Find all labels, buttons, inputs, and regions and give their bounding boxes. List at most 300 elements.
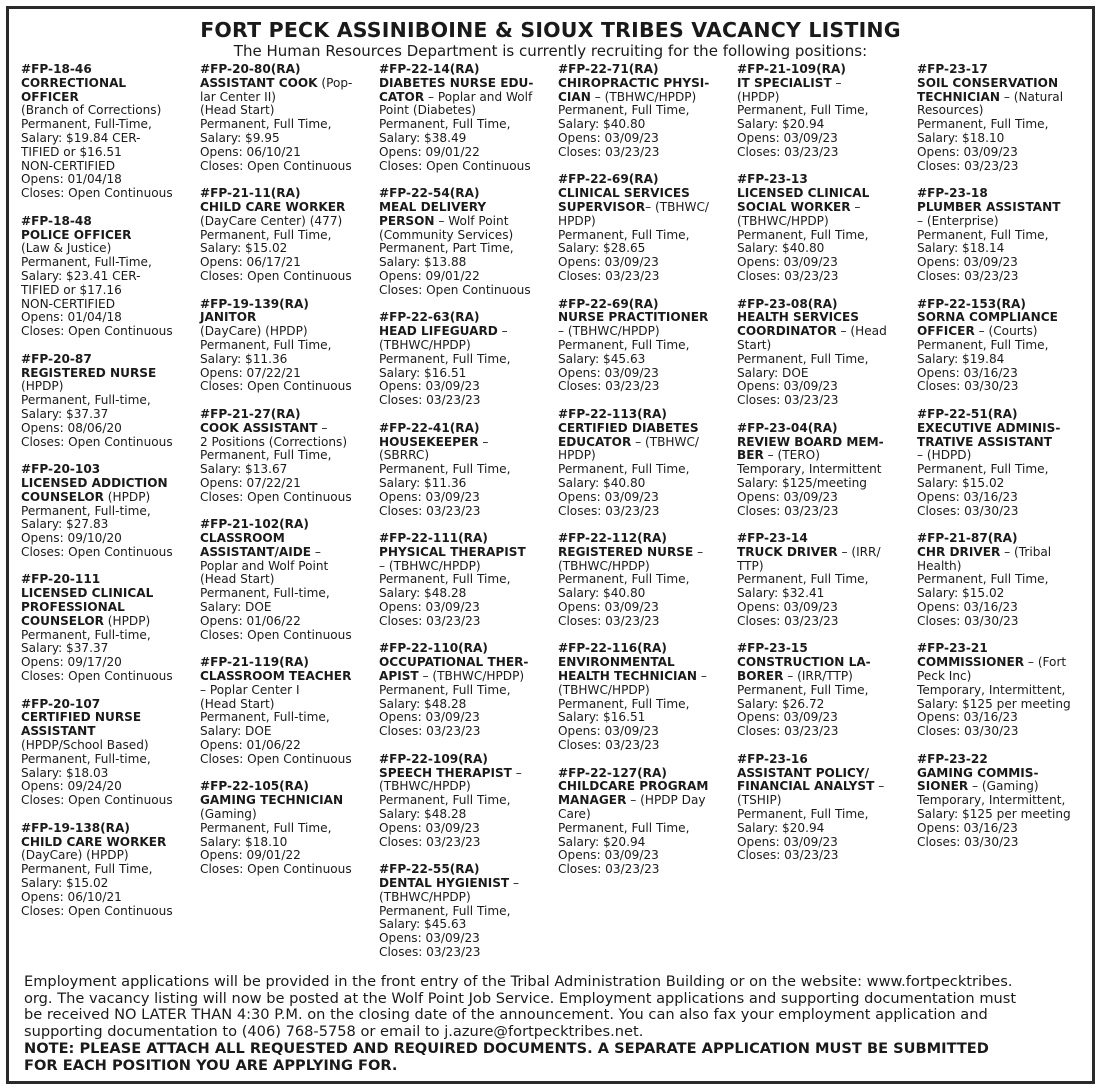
vacancy-line xyxy=(917,601,1097,615)
position-detail: Permanent, Full-time, xyxy=(21,627,151,642)
position-detail: lar Center II) xyxy=(200,89,276,104)
vacancy-line xyxy=(200,367,380,381)
position-detail: Salary: $11.36 xyxy=(200,351,288,366)
vacancy-line xyxy=(21,615,201,629)
vacancy-listing xyxy=(21,573,201,683)
vacancy-line xyxy=(737,767,917,781)
position-detail: Salary: $20.94 xyxy=(737,820,825,835)
position-detail: Permanent, Full Time, xyxy=(737,351,869,366)
vacancy-line xyxy=(737,146,917,160)
vacancy-line xyxy=(379,794,559,808)
vacancy-line xyxy=(200,573,380,587)
position-detail: Closes: 03/23/23 xyxy=(737,144,839,159)
vacancy-line xyxy=(558,822,738,836)
position-title: PLUMBER ASSISTANT xyxy=(917,199,1061,214)
vacancy-line xyxy=(379,615,559,629)
vacancy-listing xyxy=(21,215,201,339)
vacancy-line xyxy=(737,339,917,353)
position-title: CLASSROOM xyxy=(200,531,285,546)
vacancy-line xyxy=(558,698,738,712)
position-detail: 2 Positions (Corrections) xyxy=(200,434,348,449)
position-detail: NON-CERTIFIED xyxy=(21,296,116,311)
vacancy-line xyxy=(379,380,559,394)
position-title: CHR DRIVER xyxy=(917,544,1001,559)
position-detail: Salary: $15.02 xyxy=(200,241,288,256)
vacancy-line xyxy=(379,91,559,105)
position-detail: Closes: 03/23/23 xyxy=(379,613,481,628)
vacancy-line xyxy=(737,118,917,132)
vacancy-code: #FP-22-110(RA) xyxy=(379,641,488,656)
position-detail: Closes: Open Continuous xyxy=(21,793,173,808)
position-detail: Opens: 09/17/20 xyxy=(21,655,122,670)
vacancy-line xyxy=(21,311,201,325)
position-title: CLINICAL SERVICES xyxy=(558,186,690,201)
position-detail: Salary: $38.49 xyxy=(379,130,467,145)
position-title: CORRECTIONAL xyxy=(21,75,127,90)
position-title: MANAGER xyxy=(558,793,627,808)
vacancy-column-2 xyxy=(200,63,380,891)
vacancy-line xyxy=(200,270,380,284)
vacancy-line xyxy=(200,684,380,698)
vacancy-line xyxy=(379,656,559,670)
vacancy-line xyxy=(917,118,1097,132)
position-detail: – (Enterprise) xyxy=(917,213,999,228)
vacancy-listing xyxy=(379,311,559,408)
vacancy-line xyxy=(558,505,738,519)
position-detail: Permanent, Full Time, xyxy=(737,227,869,242)
position-title: OCCUPATIONAL THER- xyxy=(379,655,529,670)
vacancy-line xyxy=(21,505,201,519)
position-title: NURSE PRACTITIONER xyxy=(558,310,709,325)
vacancy-line xyxy=(737,794,917,808)
vacancy-line xyxy=(917,201,1097,215)
vacancy-line xyxy=(558,311,738,325)
position-detail: Opens: 03/09/23 xyxy=(737,130,838,145)
vacancy-line xyxy=(200,229,380,243)
note-line: FOR EACH POSITION YOU ARE APPLYING FOR. xyxy=(24,1057,398,1074)
position-detail: Salary: $15.02 xyxy=(21,876,109,891)
position-title: TRATIVE ASSISTANT xyxy=(917,434,1053,449)
position-title: GAMING TECHNICIAN xyxy=(200,793,344,808)
position-detail: – xyxy=(693,544,704,559)
position-detail: Permanent, Full-time, xyxy=(21,393,151,408)
vacancy-line xyxy=(917,160,1097,174)
vacancy-line xyxy=(737,311,917,325)
vacancy-line xyxy=(558,849,738,863)
position-detail: Closes: 03/23/23 xyxy=(379,945,481,959)
position-detail: – (TBHWC/HPDP) xyxy=(379,558,481,573)
vacancy-line xyxy=(558,91,738,105)
position-detail: Opens: 07/22/21 xyxy=(200,475,301,490)
position-detail: Opens: 03/09/23 xyxy=(379,820,480,835)
position-detail: Closes: Open Continuous xyxy=(200,862,352,877)
vacancy-line xyxy=(200,160,380,174)
vacancy-line xyxy=(558,187,738,201)
vacancy-line xyxy=(917,242,1097,256)
vacancy-line xyxy=(379,822,559,836)
position-detail: – xyxy=(317,420,328,435)
position-title: IT SPECIALIST xyxy=(737,75,832,90)
position-detail: – Poplar Center I xyxy=(200,682,300,697)
vacancy-code: #FP-22-113(RA) xyxy=(558,406,667,421)
position-detail: HPDP) xyxy=(558,448,596,463)
vacancy-columns xyxy=(21,63,1091,968)
position-detail: Closes: 03/23/23 xyxy=(558,144,660,159)
position-detail: Opens: 03/09/23 xyxy=(379,710,480,725)
position-detail: Closes: Open Continuous xyxy=(21,434,173,449)
vacancy-code: #FP-22-55(RA) xyxy=(379,862,480,877)
position-title: HEAD LIFEGUARD xyxy=(379,324,498,339)
vacancy-code: #FP-22-127(RA) xyxy=(558,765,667,780)
vacancy-listing xyxy=(737,642,917,739)
vacancy-line xyxy=(737,698,917,712)
vacancy-line xyxy=(558,725,738,739)
vacancy-line xyxy=(379,77,559,91)
vacancy-line xyxy=(379,325,559,339)
vacancy-line xyxy=(379,711,559,725)
position-detail: Opens: 01/06/22 xyxy=(200,613,301,628)
position-detail: Opens: 01/06/22 xyxy=(200,738,301,753)
position-title: BORER xyxy=(737,669,784,684)
vacancy-line xyxy=(200,339,380,353)
vacancy-line xyxy=(200,836,380,850)
vacancy-code: #FP-20-80(RA) xyxy=(200,62,301,76)
position-title: EXECUTIVE ADMINIS- xyxy=(917,420,1061,435)
vacancy-line xyxy=(200,670,380,684)
position-detail: Salary: $15.02 xyxy=(917,475,1005,490)
vacancy-line xyxy=(379,477,559,491)
position-detail: Permanent, Full Time, xyxy=(558,337,690,352)
vacancy-line xyxy=(917,77,1097,91)
vacancy-line xyxy=(379,242,559,256)
vacancy-line xyxy=(917,725,1097,739)
position-detail: Permanent, Full Time, xyxy=(917,117,1049,132)
position-detail: Opens: 09/01/22 xyxy=(200,848,301,863)
vacancy-line xyxy=(21,146,201,160)
vacancy-line xyxy=(200,422,380,436)
position-detail: (TBHWC/HPDP) xyxy=(379,889,471,904)
vacancy-listing xyxy=(21,822,201,919)
position-detail: (TBHWC/HPDP) xyxy=(558,558,650,573)
position-detail: Opens: 03/09/23 xyxy=(917,144,1018,159)
vacancy-code: #FP-23-13 xyxy=(737,172,808,187)
position-detail: Opens: 03/09/23 xyxy=(558,255,659,270)
vacancy-code: #FP-22-51(RA) xyxy=(917,406,1018,421)
vacancy-line xyxy=(917,808,1097,822)
position-detail: (TBHWC/HPDP) xyxy=(379,337,471,352)
vacancy-line xyxy=(917,215,1097,229)
position-detail: Closes: 03/23/23 xyxy=(737,613,839,628)
vacancy-line xyxy=(21,780,201,794)
vacancy-listing xyxy=(917,753,1097,850)
vacancy-code: #FP-19-139(RA) xyxy=(200,296,309,311)
position-detail: Salary: $48.28 xyxy=(379,807,467,822)
vacancy-line xyxy=(558,808,738,822)
position-detail: Opens: 01/04/18 xyxy=(21,172,122,187)
position-title: MEAL DELIVERY xyxy=(379,199,487,214)
position-detail: Closes: 03/23/23 xyxy=(379,393,481,408)
position-title: CHILD CARE WORKER xyxy=(21,834,167,849)
position-detail: Salary: $48.28 xyxy=(379,586,467,601)
position-detail: Resources) xyxy=(917,103,984,118)
position-detail: Salary: $18.03 xyxy=(21,765,109,780)
position-detail: (TSHIP) xyxy=(737,793,782,808)
vacancy-line xyxy=(200,491,380,505)
position-detail: Salary: $32.41 xyxy=(737,586,825,601)
position-detail: Salary: $18.10 xyxy=(200,834,288,849)
vacancy-line xyxy=(917,367,1097,381)
vacancy-line xyxy=(21,173,201,187)
vacancy-listing xyxy=(917,532,1097,629)
position-detail: Closes: 03/23/23 xyxy=(379,834,481,849)
vacancy-listing xyxy=(917,642,1097,739)
position-title: HEALTH TECHNICIAN xyxy=(558,669,698,684)
vacancy-line xyxy=(558,339,738,353)
vacancy-line xyxy=(379,808,559,822)
vacancy-listing xyxy=(200,780,380,877)
vacancy-code: #FP-22-105(RA) xyxy=(200,779,309,794)
vacancy-line xyxy=(379,339,559,353)
vacancy-code: #FP-22-41(RA) xyxy=(379,420,480,435)
position-detail: Salary: $37.37 xyxy=(21,406,109,421)
position-detail: Salary: $20.94 xyxy=(558,834,646,849)
position-detail: Salary: $23.41 CER- xyxy=(21,268,141,283)
position-detail: – xyxy=(850,199,861,214)
vacancy-listing xyxy=(379,422,559,519)
position-detail: Permanent, Full Time, xyxy=(379,682,511,697)
vacancy-code: #FP-20-103 xyxy=(21,462,101,477)
vacancy-line xyxy=(737,104,917,118)
vacancy-line xyxy=(379,284,559,298)
vacancy-listing xyxy=(21,463,201,560)
vacancy-listing xyxy=(379,532,559,629)
position-detail: Closes: Open Continuous xyxy=(21,324,173,339)
vacancy-line xyxy=(21,629,201,643)
position-detail: Salary: $125 per meeting xyxy=(917,696,1071,711)
position-detail: Permanent, Full-time, xyxy=(200,586,330,601)
position-detail: Salary: $125/meeting xyxy=(737,475,867,490)
position-detail: Closes: Open Continuous xyxy=(200,751,352,766)
vacancy-code: #FP-23-08(RA) xyxy=(737,296,838,311)
vacancy-listing xyxy=(200,518,380,642)
position-detail: Permanent, Full-time, xyxy=(21,751,151,766)
vacancy-code: #FP-21-11(RA) xyxy=(200,186,301,201)
vacancy-line xyxy=(200,560,380,574)
vacancy-listing xyxy=(21,63,201,201)
vacancy-line xyxy=(379,946,559,960)
vacancy-line xyxy=(379,684,559,698)
position-detail: Closes: Open Continuous xyxy=(21,186,173,201)
vacancy-line xyxy=(917,491,1097,505)
vacancy-line xyxy=(200,91,380,105)
position-detail: – xyxy=(311,544,321,559)
vacancy-line xyxy=(737,505,917,519)
vacancy-line xyxy=(917,573,1097,587)
vacancy-listing xyxy=(200,656,380,766)
position-detail: Closes: 03/23/23 xyxy=(737,724,839,739)
position-title: OFFICER xyxy=(21,89,79,104)
vacancy-line xyxy=(21,753,201,767)
position-detail: Salary: $16.51 xyxy=(558,710,646,725)
vacancy-code: #FP-23-21 xyxy=(917,641,988,656)
position-detail: – (IRR/TTP) xyxy=(783,669,853,684)
vacancy-line xyxy=(737,463,917,477)
position-title: REGISTERED NURSE xyxy=(21,365,157,380)
position-detail: Permanent, Full-time, xyxy=(21,503,151,518)
position-detail: Opens: 09/24/20 xyxy=(21,779,122,794)
vacancy-line xyxy=(379,353,559,367)
vacancy-line xyxy=(379,436,559,450)
vacancy-line xyxy=(558,325,738,339)
vacancy-line xyxy=(917,587,1097,601)
position-detail: Health) xyxy=(917,558,962,573)
position-detail: Closes: 03/23/23 xyxy=(558,613,660,628)
vacancy-line xyxy=(379,215,559,229)
vacancy-code: #FP-22-63(RA) xyxy=(379,310,480,325)
vacancy-line xyxy=(917,546,1097,560)
position-detail: Salary: $45.63 xyxy=(558,351,646,366)
position-detail: – (Tribal xyxy=(1000,544,1052,559)
vacancy-code: #FP-23-14 xyxy=(737,531,808,546)
vacancy-code: #FP-18-48 xyxy=(21,213,92,228)
vacancy-code: #FP-23-04(RA) xyxy=(737,420,838,435)
position-detail: Closes: Open Continuous xyxy=(21,903,173,918)
note-line: NOTE: PLEASE ATTACH ALL REQUESTED AND REQUIRED DOCUMENTS. A SEPARATE APPLICATION MUST BE SUBMITTED xyxy=(24,1040,989,1057)
vacancy-line xyxy=(21,187,201,201)
position-title: JANITOR xyxy=(200,310,257,325)
vacancy-line xyxy=(379,780,559,794)
vacancy-line xyxy=(558,463,738,477)
position-detail: Permanent, Full Time, xyxy=(200,448,332,463)
vacancy-code: #FP-20-107 xyxy=(21,696,101,711)
position-title: SUPERVISOR xyxy=(558,199,646,214)
position-detail: Salary: $45.63 xyxy=(379,917,467,932)
position-detail: Opens: 03/16/23 xyxy=(917,600,1018,615)
vacancy-line xyxy=(558,863,738,877)
position-title: ASSISTANT/AIDE xyxy=(200,544,312,559)
vacancy-column-1 xyxy=(21,63,201,932)
vacancy-line xyxy=(558,146,738,160)
position-title: DENTAL HYGIENIST xyxy=(379,876,510,891)
position-detail: Closes: Open Continuous xyxy=(21,669,173,684)
vacancy-line xyxy=(737,353,917,367)
vacancy-line xyxy=(737,615,917,629)
position-detail: Salary: $19.84 xyxy=(917,351,1005,366)
vacancy-line xyxy=(200,146,380,160)
vacancy-line xyxy=(379,256,559,270)
vacancy-line xyxy=(558,449,738,463)
vacancy-line xyxy=(200,77,380,91)
vacancy-code: #FP-22-153(RA) xyxy=(917,296,1026,311)
vacancy-line xyxy=(379,104,559,118)
position-title: PHYSICAL THERAPIST xyxy=(379,544,526,559)
vacancy-line xyxy=(21,408,201,422)
vacancy-listing xyxy=(21,698,201,808)
vacancy-line xyxy=(379,118,559,132)
vacancy-line xyxy=(737,256,917,270)
position-title: HEALTH SERVICES xyxy=(737,310,860,325)
vacancy-column-3 xyxy=(379,63,559,974)
vacancy-line xyxy=(917,698,1097,712)
vacancy-line xyxy=(200,808,380,822)
position-detail: Opens: 03/09/23 xyxy=(558,489,659,504)
position-detail: Temporary, Intermittent xyxy=(737,462,882,477)
vacancy-line xyxy=(737,477,917,491)
position-detail: Salary: DOE xyxy=(200,724,272,739)
vacancy-line xyxy=(21,849,201,863)
vacancy-listing xyxy=(21,353,201,450)
position-detail: Opens: 06/10/21 xyxy=(200,144,301,159)
vacancy-line xyxy=(200,849,380,863)
vacancy-line xyxy=(21,132,201,146)
vacancy-line xyxy=(917,684,1097,698)
position-detail: Permanent, Full Time, xyxy=(200,820,332,835)
position-title: SOCIAL WORKER xyxy=(737,199,851,214)
page-subtitle: The Human Resources Department is currently recruiting for the following positions: xyxy=(233,42,868,60)
position-detail: – xyxy=(874,779,885,794)
position-title: SPEECH THERAPIST xyxy=(379,765,512,780)
vacancy-line xyxy=(21,670,201,684)
vacancy-line xyxy=(737,325,917,339)
vacancy-line xyxy=(21,77,201,91)
position-detail: Permanent, Full Time, xyxy=(21,862,153,877)
vacancy-line xyxy=(917,146,1097,160)
position-title: COUNSELOR xyxy=(21,489,104,504)
position-detail: – (Gaming) xyxy=(968,779,1039,794)
vacancy-line xyxy=(21,380,201,394)
vacancy-listing xyxy=(737,422,917,519)
vacancy-line xyxy=(917,822,1097,836)
vacancy-line xyxy=(21,91,201,105)
position-title: COUNSELOR xyxy=(21,613,104,628)
vacancy-line xyxy=(917,767,1097,781)
vacancy-line xyxy=(917,91,1097,105)
vacancy-code: #FP-19-138(RA) xyxy=(21,820,130,835)
vacancy-line xyxy=(379,836,559,850)
vacancy-column-5 xyxy=(737,63,917,877)
vacancy-line xyxy=(379,546,559,560)
vacancy-line xyxy=(558,794,738,808)
vacancy-line xyxy=(917,353,1097,367)
vacancy-line xyxy=(200,353,380,367)
position-detail: Closes: 03/30/23 xyxy=(917,834,1019,849)
position-detail: – (Fort xyxy=(1024,655,1067,670)
vacancy-line xyxy=(200,863,380,877)
position-detail: – xyxy=(831,75,842,90)
position-detail: Opens: 03/09/23 xyxy=(737,489,838,504)
position-detail: Permanent, Full Time, xyxy=(200,337,332,352)
position-detail: Opens: 03/09/23 xyxy=(917,255,1018,270)
vacancy-line xyxy=(917,311,1097,325)
position-detail: Permanent, Full-Time, xyxy=(21,255,152,270)
vacancy-line xyxy=(21,587,201,601)
position-title: REVIEW BOARD MEM- xyxy=(737,434,884,449)
vacancy-line xyxy=(737,215,917,229)
vacancy-code: #FP-21-119(RA) xyxy=(200,655,309,670)
position-detail: (Head Start) xyxy=(200,572,275,587)
position-detail: Permanent, Full Time, xyxy=(558,103,690,118)
vacancy-code: #FP-23-17 xyxy=(917,62,988,76)
vacancy-line xyxy=(917,656,1097,670)
vacancy-line xyxy=(379,201,559,215)
vacancy-line xyxy=(21,491,201,505)
position-detail: Closes: Open Continuous xyxy=(200,268,352,283)
vacancy-line xyxy=(558,739,738,753)
position-title: LICENSED CLINICAL xyxy=(21,586,154,601)
position-detail: Closes: 03/23/23 xyxy=(558,862,660,877)
position-detail: – (TBHWC/ xyxy=(645,199,710,214)
position-detail: Temporary, Intermittent, xyxy=(917,682,1066,697)
